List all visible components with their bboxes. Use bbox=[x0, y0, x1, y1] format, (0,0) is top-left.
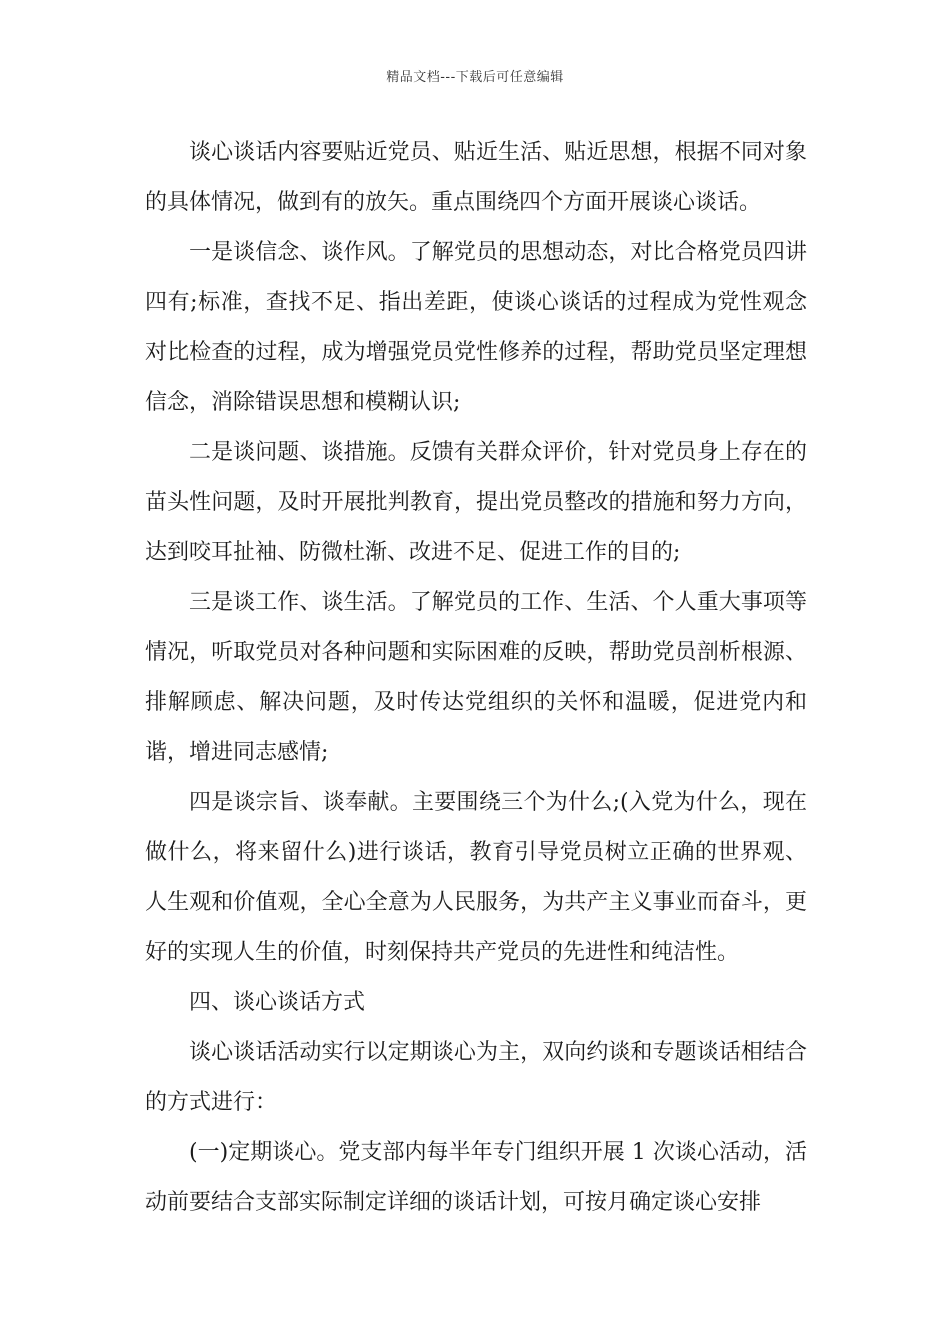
paragraph-problems-measures: 二是谈问题、谈措施。反馈有关群众评价，针对党员身上存在的苗头性问题，及时开展批判教育，提出党员整改的措施和努力方向，达到咬耳扯袖、防微杜渐、改进不足、促进工作的目的; bbox=[145, 440, 807, 565]
paragraph-work-life: 三是谈工作、谈生活。了解党员的工作、生活、个人重大事项等情况，听取党员对各种问题和实际困难的反映，帮助党员剖析根源、排解顾虑、解决问题，及时传达党组织的关怀和温暖，促进党内和谐，增进同志感情; bbox=[145, 590, 807, 765]
paragraph-intro: 谈心谈话内容要贴近党员、贴近生活、贴近思想，根据不同对象的具体情况，做到有的放矢。重点围绕四个方面开展谈心谈话。 bbox=[145, 140, 807, 215]
paragraph-methods-intro: 谈心谈话活动实行以定期谈心为主，双向约谈和专题谈话相结合的方式进行： bbox=[145, 1040, 807, 1115]
paragraph-regular-talks: (一)定期谈心。党支部内每半年专门组织开展 1 次谈心活动，活动前要结合支部实际制定详细的谈话计划，可按月确定谈心安排 bbox=[145, 1140, 807, 1215]
document-body bbox=[145, 128, 807, 1228]
paragraph-belief-style: 一是谈信念、谈作风。了解党员的思想动态，对比合格党员四讲四有;标准，查找不足、指出差距，使谈心谈话的过程成为党性观念对比检查的过程，成为增强党员党性修养的过程，帮助党员坚定理想信念，消除错误思想和模糊认识; bbox=[145, 240, 807, 415]
page-header: 精品文档---下载后可任意编辑 bbox=[386, 70, 564, 85]
paragraph-purpose-dedication: 四是谈宗旨、谈奉献。主要围绕三个为什么;(入党为什么，现在做什么，将来留什么)进行谈话，教育引导党员树立正确的世界观、人生观和价值观，全心全意为人民服务，为共产主义事业而奋斗，更好的实现人生的价值，时刻保持共产党员的先进性和纯洁性。 bbox=[145, 790, 807, 965]
section-heading-methods: 四、谈心谈话方式 bbox=[189, 990, 366, 1015]
